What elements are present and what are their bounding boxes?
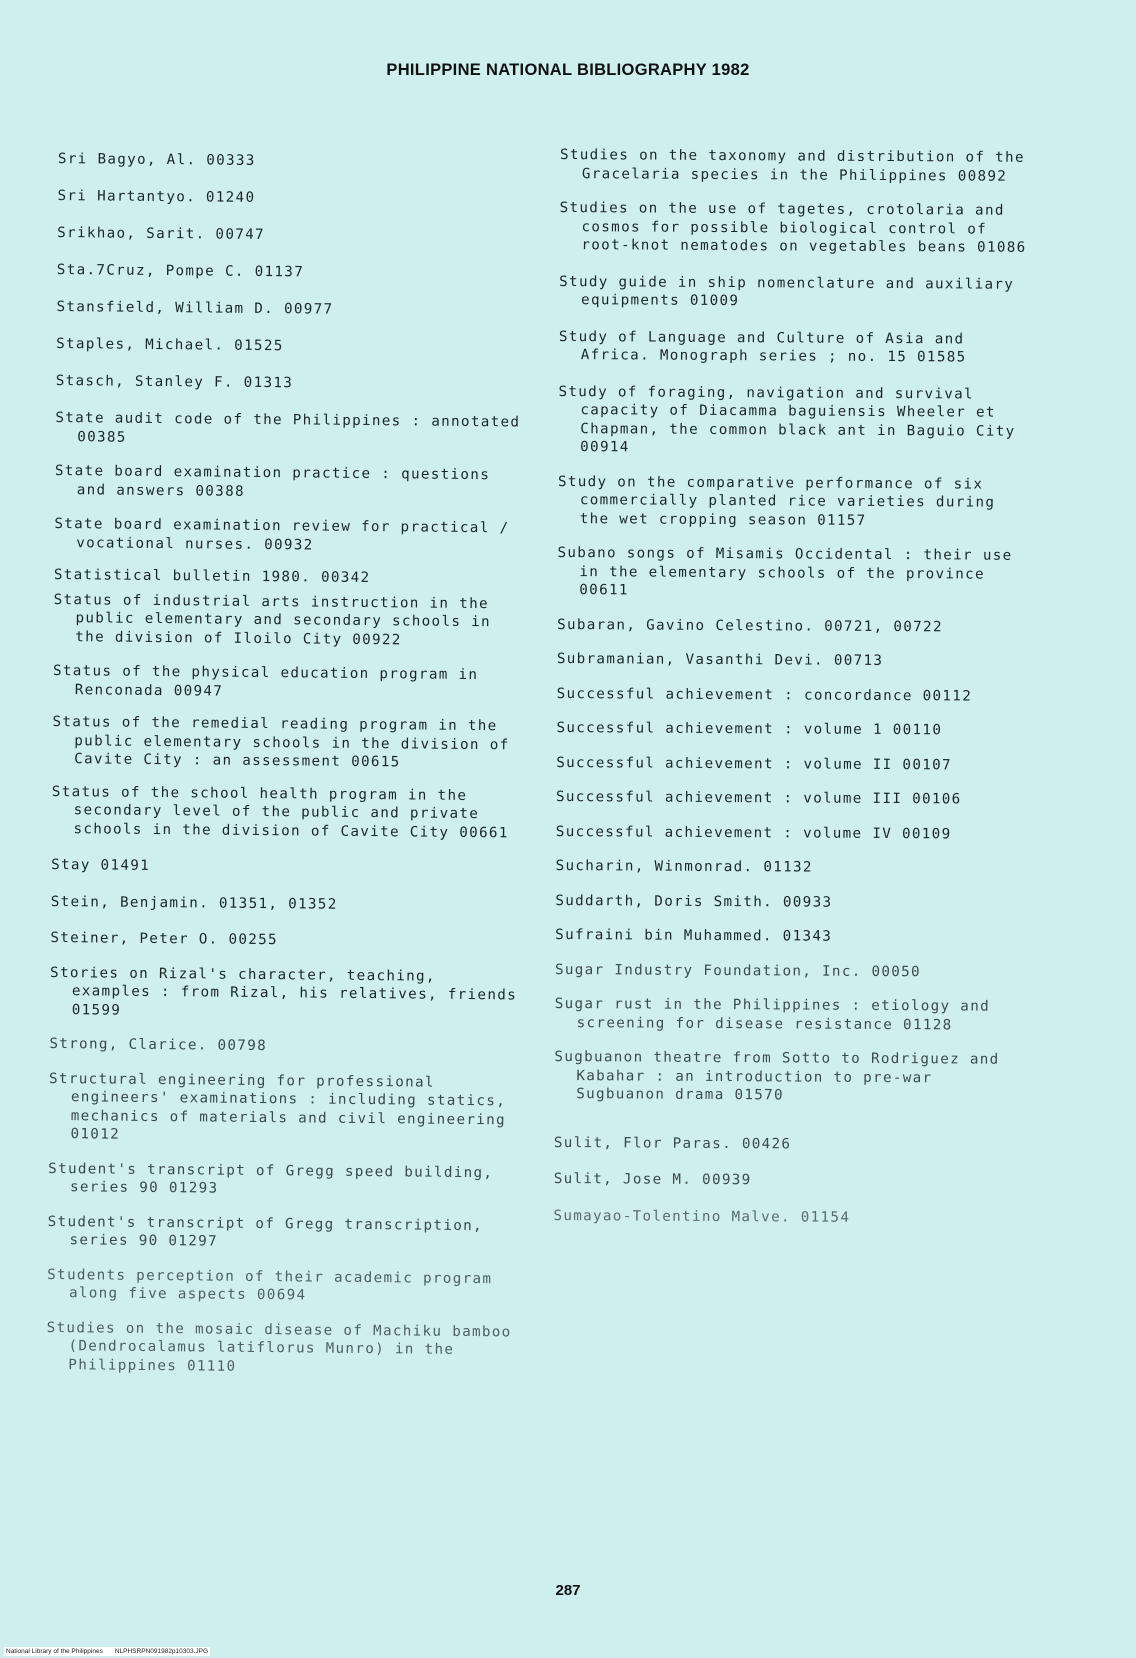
- entry-right-14: Successful achievement : volume IV 00109: [555, 823, 952, 842]
- entry-left-14: Status of the remedial reading program in the public elementary schools in the division of Cavite City : an assessment 00615: [52, 713, 510, 771]
- entry-left-11: Statistical bulletin 1980. 00342: [53, 566, 371, 587]
- entry-right-8: Subaran, Gavino Celestino. 00721, 00722: [557, 616, 943, 635]
- entry-right-4: Study of Language and Culture of Asia and Africa. Monograph series ; no. 15 01585: [558, 328, 967, 366]
- entry-left-20: Strong, Clarice. 00798: [49, 1035, 268, 1055]
- entry-right-16: Suddarth, Doris Smith. 00933: [555, 892, 833, 911]
- entry-left-19: Stories on Rizal's character, teaching, examples : from Rizal, his relatives, friends 01599: [50, 964, 518, 1019]
- entry-left-22: Student's transcript of Gregg speed building, series 90 01293: [48, 1160, 494, 1197]
- entry-right-7: Subano songs of Misamis Occidental : their use in the elementary schools of the province 00611: [557, 544, 1013, 599]
- entry-left-3: Srikhao, Sarit. 00747: [57, 224, 266, 243]
- entry-left-24: Students perception of their academic program along five aspects 00694: [47, 1266, 493, 1304]
- entry-right-19: Sugar rust in the Philippines : etiology and screening for disease resistance 01128: [554, 995, 991, 1033]
- page-header: PHILIPPINE NATIONAL BIBLIOGRAPHY 1982: [386, 61, 750, 79]
- entry-left-1: Sri Bagyo, Al. 00333: [57, 150, 256, 169]
- entry-right-5: Study of foraging, navigation and survival capacity of Diacamma baguiensis Wheeler et Chapman, the common black ant in Baguio City 00914: [558, 383, 1016, 456]
- entry-right-10: Successful achievement : concordance 00112: [556, 685, 973, 705]
- entry-left-15: Status of the school health program in the secondary level of the public and private schools in the division of Cavite City 00661: [51, 783, 509, 841]
- entry-left-6: Staples, Michael. 01525: [56, 335, 284, 355]
- entry-right-17: Sufraini bin Muhammed. 01343: [555, 926, 833, 945]
- entry-left-7: Stasch, Stanley F. 01313: [55, 372, 294, 392]
- entry-right-22: Sulit, Jose M. 00939: [553, 1170, 752, 1189]
- footer-file: NLPHSRPN091982p10303.JPG: [114, 1648, 209, 1655]
- entry-right-18: Sugar Industry Foundation, Inc. 00050: [554, 961, 922, 980]
- entry-right-9: Subramanian, Vasanthi Devi. 00713: [556, 650, 884, 669]
- entry-right-21: Sulit, Flor Paras. 00426: [553, 1134, 792, 1152]
- entry-left-5: Stansfield, William D. 00977: [56, 298, 334, 318]
- entry-right-20: Sugbuanon theatre from Sotto to Rodriguez and Kabahar : an introduction to pre-war Sugbuanon drama 01570: [554, 1048, 1000, 1104]
- entry-left-12: Status of industrial arts instruction in the public elementary and secondary schools in the division of Iloilo City 00922: [53, 591, 492, 648]
- footer-institution: National Library of the Philippines: [6, 1648, 103, 1655]
- entry-left-25: Studies on the mosaic disease of Machiku bamboo (Dendrocalamus latiflorus Munro) in the Philippines 01110: [46, 1319, 512, 1375]
- entry-left-2: Sri Hartantyo. 01240: [57, 187, 256, 206]
- scan-footer: [4, 1647, 210, 1656]
- entry-left-23: Student's transcript of Gregg transcription, series 90 01297: [47, 1213, 484, 1250]
- right-column: [553, 147, 1030, 1228]
- entry-left-18: Steiner, Peter O. 00255: [50, 929, 279, 949]
- entry-right-12: Successful achievement : volume II 00107: [556, 754, 952, 773]
- entry-right-13: Successful achievement : volume III 00106: [555, 788, 962, 808]
- entry-right-1: Studies on the taxonomy and distribution of the Gracelaria species in the Philippines 00892: [559, 147, 1025, 185]
- entry-left-9: State board examination practice : questions and answers 00388: [54, 462, 491, 500]
- entry-left-4: Sta.7Cruz, Pompe C. 01137: [56, 261, 305, 281]
- entry-right-2: Studies on the use of tagetes, crotolaria and cosmos for possible biological control of root-knot nematodes on vegetables beans 01086: [559, 199, 1027, 256]
- entry-left-13: Status of the physical education program in Renconada 00947: [52, 662, 479, 700]
- entry-right-6: Study on the comparative performance of six commercially planted rice varieties during the wet cropping season 01157: [557, 473, 996, 529]
- entry-left-8: State audit code of the Philippines : annotated 00385: [55, 409, 521, 446]
- entry-left-10: State board examination review for practical / vocational nurses. 00932: [54, 515, 510, 553]
- entry-left-21: Structural engineering for professional engineers' examinations : including statics, mechanics of materials and civil engineering 01012: [49, 1070, 507, 1143]
- entry-left-17: Stein, Benjamin. 01351, 01352: [50, 893, 338, 913]
- page-number: 287: [555, 1582, 581, 1599]
- entry-right-3: Study guide in ship nomenclature and auxiliary equipments 01009: [559, 273, 1015, 310]
- entry-right-15: Sucharin, Winmonrad. 01132: [555, 857, 813, 876]
- entry-left-16: Stay 01491: [51, 856, 151, 874]
- entry-right-23: Sumayao-Tolentino Malve. 01154: [553, 1207, 851, 1226]
- left-column: [46, 150, 528, 1378]
- entry-right-11: Successful achievement : volume 1 00110: [556, 719, 943, 739]
